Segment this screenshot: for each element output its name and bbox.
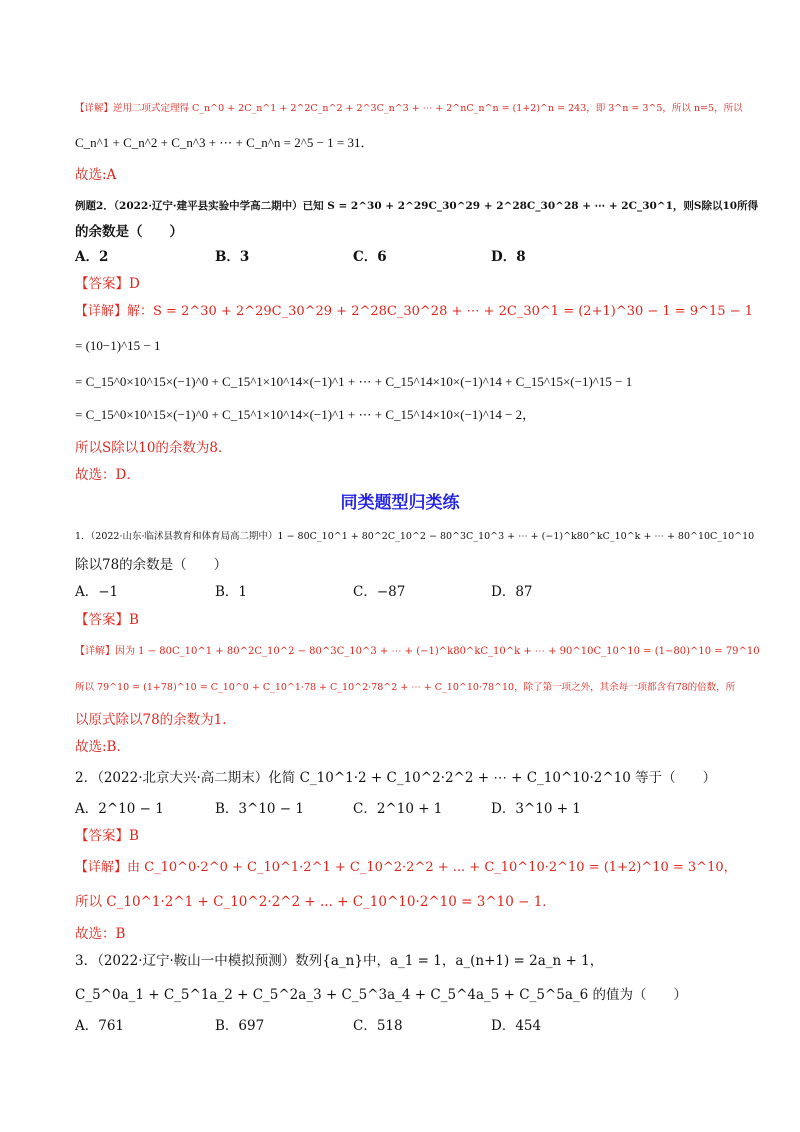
option: A．2 (75, 249, 109, 265)
option: C．518 (353, 1018, 403, 1034)
option: A．761 (75, 1018, 125, 1034)
answer-line: 【答案】B (75, 828, 139, 844)
option: C．2^10 + 1 (353, 801, 443, 817)
question-line: 2．（2022·北京大兴·高二期末）化简 C_10^1·2 + C_10^2·2^2 + ⋯ + C_10^10·2^10 等于（ ） (75, 770, 717, 786)
option: A．−1 (75, 584, 119, 600)
text-line: 【详解】由 C_10^0·2^0 + C_10^1·2^1 + C_10^2·2^2 + ... + C_10^10·2^10 = (1+2)^10 = 3^10， (75, 860, 737, 875)
text-line: 所以 79^10 = (1+78)^10 = C_10^0 + C_10^1·78 + C_10^2·78^2 + ⋯ + C_10^10·78^10，除了第一项之外，其余每一项都含有78的倍数，所 (75, 682, 736, 693)
option: B．1 (215, 584, 248, 600)
text-line: 除以78的余数是（ ） (75, 557, 228, 573)
text-line: C_n^1 + C_n^2 + C_n^3 + ⋯ + C_n^n = 2^5 − 1 = 31． (75, 135, 374, 150)
example-title: 例题2．（2022·辽宁·建平县实验中学高二期中）已知 S = 2^30 + 2^29C_30^29 + 2^28C_30^28 + ⋯ + 2C_30^1，则S除以10所得 (75, 200, 759, 212)
answer-line: 【答案】B (75, 612, 139, 628)
section-heading: 同类题型归类练 (340, 493, 460, 513)
answer-line: 【答案】D (75, 276, 140, 292)
option: D．3^10 + 1 (491, 801, 581, 817)
option: C．6 (353, 249, 387, 265)
text-line: 故选：D． (75, 467, 140, 483)
option: D．454 (491, 1018, 542, 1034)
text-line: 所以 C_10^1·2^1 + C_10^2·2^2 + ... + C_10^10·2^10 = 3^10 − 1． (75, 894, 556, 910)
question-line: 3．（2022·辽宁·鞍山一中模拟预测）数列{a_n}中，a_1 = 1，a_(n+1) = 2a_n + 1， (75, 953, 604, 969)
text-line: 故选:B． (75, 739, 130, 755)
text-line: 的余数是（ ） (75, 224, 183, 240)
text-line: 故选：B (75, 926, 126, 942)
text-line: C_5^0a_1 + C_5^1a_2 + C_5^2a_3 + C_5^3a_4 + C_5^4a_5 + C_5^5a_6 的值为（ ） (75, 987, 688, 1003)
text-line: = (10−1)^15 − 1 (75, 338, 161, 353)
text-line: 故选:A (75, 167, 117, 183)
text-line: 【详解】解：S = 2^30 + 2^29C_30^29 + 2^28C_30^28 + ⋯ + 2C_30^1 = (2+1)^30 − 1 = 9^15 − 1 (75, 304, 753, 319)
text-line: 所以S除以10的余数为8． (75, 440, 232, 456)
option: B．3^10 − 1 (215, 801, 304, 817)
option: D．8 (491, 249, 526, 265)
question-line: 1．（2022·山东·临沭县教育和体育局高二期中）1 − 80C_10^1 + 80^2C_10^2 − 80^3C_10^3 + ⋯ + (−1)^k80^kC_10^k + ⋯ + 80^10C_10^10 (75, 531, 755, 542)
text-line: = C_15^0×10^15×(−1)^0 + C_15^1×10^14×(−1)^1 + ⋯ + C_15^14×10×(−1)^14 + C_15^15×(−1)^15 − 1 (75, 374, 633, 389)
text-line: = C_15^0×10^15×(−1)^0 + C_15^1×10^14×(−1)^1 + ⋯ + C_15^14×10×(−1)^14 − 2， (75, 407, 536, 422)
option: A．2^10 − 1 (75, 801, 164, 817)
text-line: 以原式除以78的余数为1. (75, 712, 227, 728)
text-line: 【详解】逆用二项式定理得 C_n^0 + 2C_n^1 + 2^2C_n^2 + 2^3C_n^3 + ⋯ + 2^nC_n^n = (1+2)^n = 243，即 3^n = 3^5，所以 n=5，所以 (75, 103, 743, 114)
option: D．87 (491, 584, 533, 600)
option: B．3 (215, 249, 250, 265)
option: C．−87 (353, 584, 406, 600)
text-line: 【详解】因为 1 − 80C_10^1 + 80^2C_10^2 − 80^3C_10^3 + ⋯ + (−1)^k80^kC_10^k + ⋯ + 90^10C_10^10 = (1−80)^10 = 79^10 (75, 646, 760, 657)
option: B．697 (215, 1018, 265, 1034)
